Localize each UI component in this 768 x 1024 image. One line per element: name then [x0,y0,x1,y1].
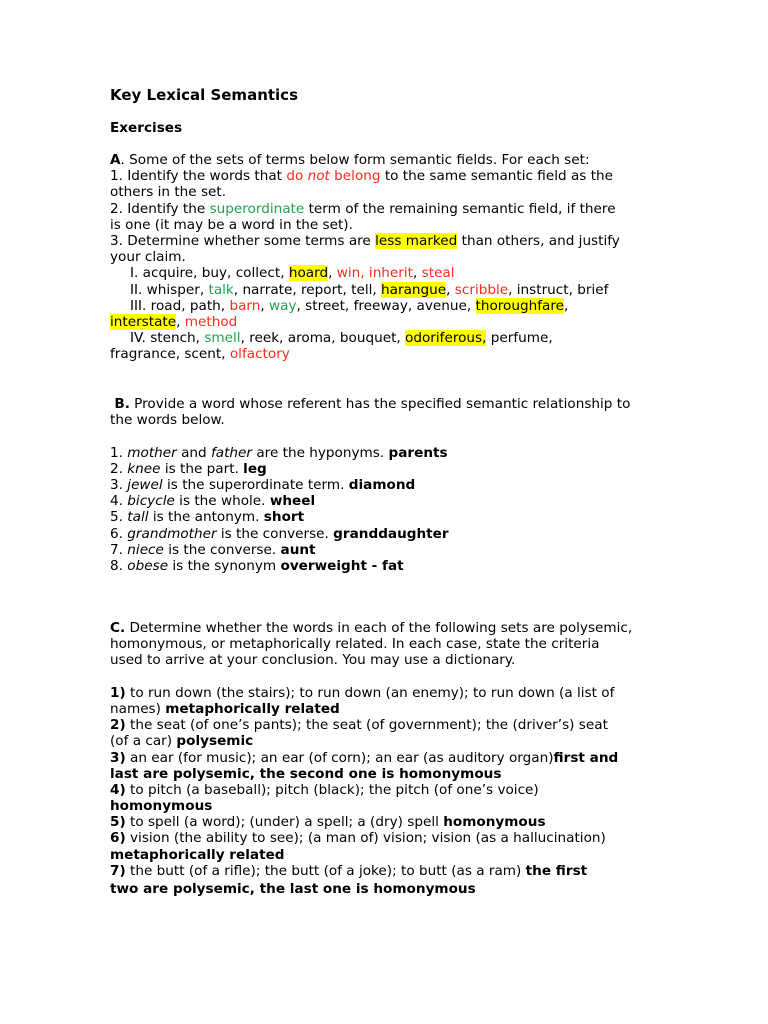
section-c [110,620,680,897]
section-a-q3: 3. Determine whether some terms are less marked than others, and justify [110,232,620,249]
section-a-q3-cont: your claim. [110,249,186,266]
list-item-cont: two are polysemic, the last one is homonymous [110,881,476,897]
section-a-intro: A. Some of the sets of terms below form semantic fields. For each set: [110,152,590,168]
list-item-cont: homonymous [110,798,213,815]
list-item: 1. mother and father are the hyponyms. parents [110,444,448,461]
set-one: I. acquire, buy, collect, hoard, win, inherit, steal [130,265,455,282]
list-item: 4) to pitch (a baseball); pitch (black); the pitch (of one’s voice) [110,781,539,798]
set-two: II. whisper, talk, narrate, report, tell, harangue, scribble, instruct, brief [130,281,609,298]
set-three: III. road, path, barn, way, street, freeway, avenue, thoroughfare, [130,297,569,314]
list-item: 5. tall is the antonym. short [110,509,305,526]
set-four: IV. stench, smell, reek, aroma, bouquet, odoriferous, perfume, [130,330,553,347]
section-c-intro: C. Determine whether the words in each of the following sets are polysemic, [110,620,633,636]
section-a-q2-cont: is one (it may be a word in the set). [110,216,353,233]
exercises-heading: Exercises [110,120,183,136]
list-item: 4. bicycle is the whole. wheel [110,493,316,510]
list-item: 3) an ear (for music); an ear (of corn); an ear (as auditory organ)first and [110,749,619,766]
section-a-q1-cont: others in the set. [110,184,227,201]
list-item-cont: (of a car) polysemic [110,733,254,750]
section-c-intro-cont: homonymous, or metaphorically related. In each case, state the criteria [110,636,600,653]
section-a [110,152,680,362]
set-four-cont: fragrance, scent, olfactory [110,346,290,363]
list-item: 2) the seat (of one’s pants); the seat (of government); the (driver’s) seat [110,717,608,734]
list-item: 6. grandmother is the converse. granddaughter [110,525,449,542]
section-c-intro-cont2: used to arrive at your conclusion. You may use a dictionary. [110,652,516,669]
list-item: 7) the butt (of a rifle); the butt (of a joke); to butt (as a ram) the first [110,862,588,879]
list-item: 8. obese is the synonym overweight - fat [110,557,404,574]
list-item-cont: last are polysemic, the second one is homonymous [110,765,502,782]
set-three-cont: interstate, method [110,313,238,330]
section-a-q1: 1. Identify the words that do not belong to the same semantic field as the [110,168,614,185]
list-item: 3. jewel is the superordinate term. diamond [110,476,416,493]
list-item: 2. knee is the part. leg [110,460,267,477]
list-item: 5) to spell (a word); (under) a spell; a (dry) spell homonymous [110,814,546,831]
document-title: Key Lexical Semantics [110,86,298,104]
list-item-cont: names) metaphorically related [110,700,340,717]
list-item-cont: metaphorically related [110,846,285,863]
section-a-q2: 2. Identify the superordinate term of the remaining semantic field, if there [110,200,616,217]
list-item: 6) vision (the ability to see); (a man of) vision; vision (as a hallucination) [110,830,606,847]
section-b [110,396,680,574]
list-item: 7. niece is the converse. aunt [110,541,316,558]
section-b-intro: B. Provide a word whose referent has the specified semantic relationship to [114,396,631,412]
section-b-intro-cont: the words below. [110,412,225,429]
list-item: 1) to run down (the stairs); to run down (an enemy); to run down (a list of [110,684,615,701]
